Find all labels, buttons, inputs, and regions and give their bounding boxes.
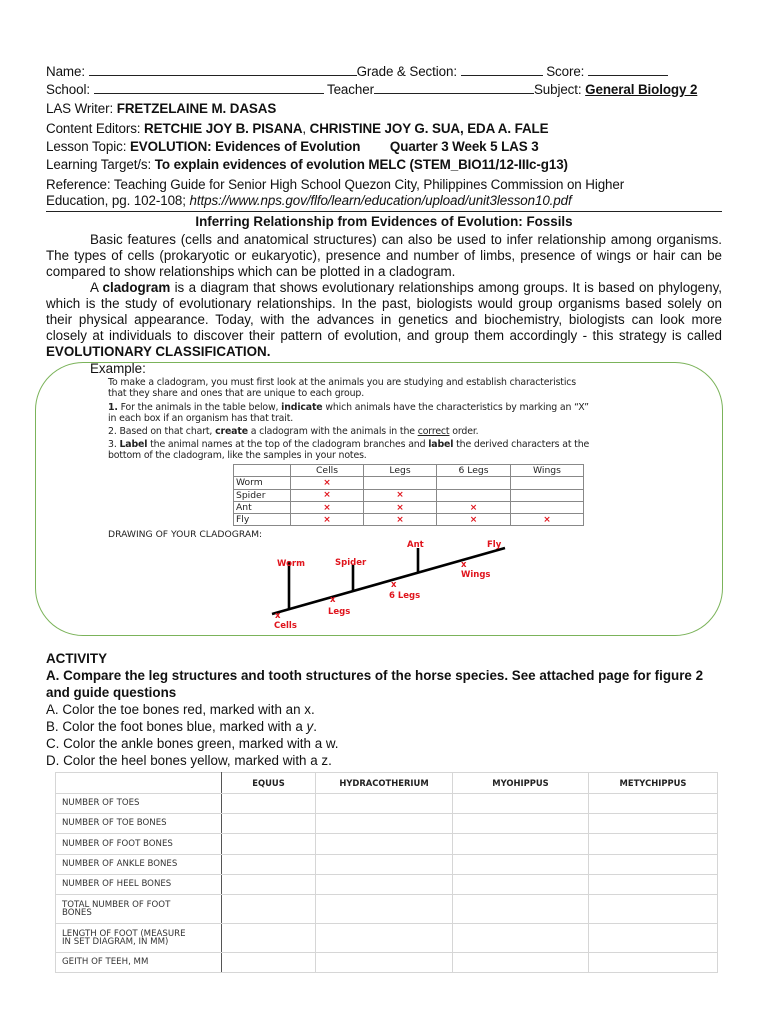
- cladogram-main-line: [272, 548, 505, 614]
- cladogram-diagram: [265, 535, 515, 635]
- step-b-text: B. Color the foot bones blue, marked with a: [46, 719, 307, 734]
- answer-cell[interactable]: [316, 814, 453, 834]
- row-label: NUMBER OF FOOT BONES: [56, 834, 222, 855]
- drawing-label: DRAWING OF YOUR CLADOGRAM:: [108, 529, 263, 540]
- row-label: NUMBER OF TOE BONES: [56, 814, 222, 834]
- animal-name: Ant: [234, 501, 291, 513]
- trait-mark: [437, 489, 511, 501]
- lesson-topic-label: Lesson Topic:: [46, 139, 127, 154]
- trait-header-6-legs: 6 Legs: [437, 465, 511, 477]
- row-label: NUMBER OF ANKLE BONES: [56, 855, 222, 875]
- table-row: [56, 875, 718, 895]
- answer-cell[interactable]: [589, 875, 718, 895]
- activity-heading: ACTIVITY: [46, 651, 108, 666]
- learning-target-line: [46, 157, 568, 173]
- answer-cell[interactable]: [453, 855, 589, 875]
- header-hydracotherium: HYDRACOTHERIUM: [316, 773, 453, 794]
- school-field[interactable]: [94, 82, 324, 94]
- step-1-number: 1.: [108, 402, 118, 413]
- answer-cell[interactable]: [453, 794, 589, 814]
- answer-cell[interactable]: [589, 834, 718, 855]
- reference-text: Education, pg. 102-108;: [46, 193, 190, 208]
- row-label: GEITH OF TEEH, MM: [56, 953, 222, 973]
- example-step-3-line2: bottom of the cladogram, like the samples in your notes.: [108, 450, 367, 461]
- header-equus: EQUUS: [222, 773, 316, 794]
- trait-mark: ×: [437, 514, 511, 526]
- answer-cell[interactable]: [316, 924, 453, 953]
- character-legs: Legs: [328, 607, 351, 617]
- answer-cell[interactable]: [453, 875, 589, 895]
- example-step-1: [108, 402, 589, 414]
- trait-header-legs: Legs: [364, 465, 437, 477]
- animal-name: Spider: [234, 489, 291, 501]
- table-row: [56, 855, 718, 875]
- name-label: Name:: [46, 64, 85, 79]
- las-writer-line: [46, 101, 276, 117]
- table-row: [56, 814, 718, 834]
- row-label: NUMBER OF HEEL BONES: [56, 875, 222, 895]
- table-row: [56, 794, 718, 814]
- trait-mark: ×: [437, 501, 511, 513]
- subject-value: General Biology 2: [585, 82, 698, 97]
- trait-mark: ×: [364, 514, 437, 526]
- header-myohippus: MYOHIPPUS: [453, 773, 589, 794]
- activity-step-c: C. Color the ankle bones green, marked with a w.: [46, 736, 339, 751]
- paragraph-2: [46, 280, 722, 360]
- header-row-1: [46, 64, 668, 80]
- las-writer-value: FRETZELAINE M. DASAS: [116, 101, 277, 116]
- reference-line-1: Reference: Teaching Guide for Senior High School Quezon City, Philippines Commission on Higher: [46, 177, 625, 192]
- answer-cell[interactable]: [453, 953, 589, 973]
- answer-cell[interactable]: [589, 855, 718, 875]
- section-title: Inferring Relationship from Evidences of Evolution: Fossils: [195, 214, 573, 229]
- animal-name: Worm: [234, 477, 291, 489]
- step-1-text-a: For the animals in the table below,: [117, 402, 282, 413]
- taxon-worm: Worm: [277, 559, 305, 569]
- activity-instruction-2: and guide questions: [46, 685, 177, 700]
- step-1-bold: indicate: [281, 402, 323, 413]
- quarter-value: Quarter 3 Week 5 LAS 3: [389, 139, 539, 154]
- horse-comparison-table: [55, 772, 718, 973]
- row-label-line-1: TOTAL NUMBER OF FOOT: [62, 899, 171, 910]
- row-label-line-2: BONES: [62, 908, 92, 918]
- row-label: [56, 895, 222, 924]
- activity-step-d: D. Color the heel bones yellow, marked with a z.: [46, 753, 332, 768]
- table-row: [56, 834, 718, 855]
- trait-mark: ×: [364, 501, 437, 513]
- step-2-underline: correct: [417, 426, 450, 437]
- score-field[interactable]: [588, 64, 668, 76]
- step-2-text-c: order.: [449, 426, 479, 437]
- content-editor-1: RETCHIE JOY B. PISANA: [144, 121, 303, 136]
- table-row: [234, 477, 584, 489]
- table-row: [56, 895, 718, 924]
- answer-cell[interactable]: [222, 924, 316, 953]
- character-6-legs: 6 Legs: [389, 591, 421, 601]
- answer-cell[interactable]: [453, 924, 589, 953]
- answer-cell[interactable]: [222, 953, 316, 973]
- answer-cell[interactable]: [316, 895, 453, 924]
- answer-cell[interactable]: [316, 875, 453, 895]
- content-editors-separator: ,: [302, 121, 310, 136]
- school-label: School:: [46, 82, 90, 97]
- paragraph-1: [46, 232, 722, 280]
- example-intro-1: To make a cladogram, you must first look at the animals you are studying and establish characteristics: [108, 377, 577, 388]
- answer-cell[interactable]: [589, 924, 718, 953]
- paragraph-2-text: [46, 280, 722, 360]
- example-step-3: [108, 439, 589, 451]
- activity-instruction-1: A. Compare the leg structures and tooth structures of the horse species. See attached page for figure 2: [46, 668, 704, 683]
- answer-cell[interactable]: [316, 953, 453, 973]
- trait-mark: ×: [291, 477, 364, 489]
- evolutionary-classification-term: EVOLUTIONARY CLASSIFICATION.: [46, 344, 271, 359]
- trait-mark: ×: [291, 501, 364, 513]
- answer-cell[interactable]: [222, 895, 316, 924]
- answer-cell[interactable]: [316, 834, 453, 855]
- character-mark-icon: x: [391, 580, 397, 590]
- learning-target-label: Learning Target/s:: [46, 157, 152, 172]
- table-row: [234, 514, 584, 526]
- table-row: [234, 489, 584, 501]
- answer-cell[interactable]: [453, 814, 589, 834]
- content-editors-line: [46, 121, 548, 137]
- example-step-1-line2: in each box if an organism has that trait.: [108, 413, 294, 424]
- trait-mark: [511, 489, 584, 501]
- answer-cell[interactable]: [589, 814, 718, 834]
- las-writer-label: LAS Writer:: [46, 101, 114, 116]
- character-cells: Cells: [274, 621, 297, 631]
- score-label: Score:: [546, 64, 585, 79]
- trait-header-blank: [234, 465, 291, 477]
- step-2-bold: create: [215, 426, 248, 437]
- taxon-fly: Fly: [487, 540, 502, 550]
- content-editors-label: Content Editors:: [46, 121, 141, 136]
- trait-mark: ×: [291, 489, 364, 501]
- header-blank: [56, 773, 222, 794]
- trait-mark: ×: [511, 514, 584, 526]
- trait-header-cells: Cells: [291, 465, 364, 477]
- content-editor-2: CHRISTINE JOY G. SUA, EDA A. FALE: [309, 121, 549, 136]
- answer-cell[interactable]: [589, 895, 718, 924]
- row-label: NUMBER OF TOES: [56, 794, 222, 814]
- p2-prefix: A: [90, 280, 103, 295]
- trait-table: [233, 464, 584, 526]
- activity-step-a: A. Color the toe bones red, marked with an x.: [46, 702, 315, 717]
- header-divider: [46, 211, 722, 212]
- step-3-bold-2: label: [428, 439, 454, 450]
- trait-table-header: [234, 465, 584, 477]
- trait-mark: [437, 477, 511, 489]
- subject-label: Subject:: [533, 82, 582, 97]
- cladogram-term: cladogram: [102, 280, 171, 295]
- animal-name: Fly: [234, 514, 291, 526]
- answer-cell[interactable]: [316, 855, 453, 875]
- step-1-text-b: which animals have the characteristics by marking an “X”: [322, 402, 589, 413]
- step-b-period: .: [313, 719, 317, 734]
- character-mark-icon: x: [330, 595, 336, 605]
- header-row-2: [46, 82, 697, 98]
- answer-cell[interactable]: [222, 794, 316, 814]
- answer-cell[interactable]: [222, 814, 316, 834]
- answer-cell[interactable]: [453, 895, 589, 924]
- row-label-line-2: IN SET DIAGRAM, IN MM): [62, 937, 169, 947]
- grade-section-field[interactable]: [461, 64, 543, 76]
- lesson-topic-value: EVOLUTION: Evidences of Evolution: [129, 139, 361, 154]
- lesson-topic-line: [46, 139, 539, 155]
- step-2-text-a: 2. Based on that chart,: [108, 426, 216, 437]
- taxon-ant: Ant: [407, 540, 424, 550]
- step-2-text-b: a cladogram with the animals in the: [247, 426, 418, 437]
- row-label-line-1: LENGTH OF FOOT (MEASURE: [62, 928, 186, 939]
- step-3-text-a: the animal names at the top of the cladogram branches and: [147, 439, 429, 450]
- teacher-field[interactable]: [374, 82, 534, 94]
- answer-cell[interactable]: [589, 794, 718, 814]
- header-metychippus: METYCHIPPUS: [589, 773, 718, 794]
- step-3-text-b: the derived characters at the: [453, 439, 590, 450]
- horse-table-header: [56, 773, 718, 794]
- example-step-2: [108, 426, 479, 438]
- table-row: [56, 924, 718, 953]
- character-mark-icon: x: [461, 560, 467, 570]
- example-intro-2: that they share and ones that are unique to each group.: [108, 388, 365, 399]
- trait-mark: ×: [291, 514, 364, 526]
- name-field[interactable]: [89, 64, 357, 76]
- row-label: [56, 924, 222, 953]
- trait-mark: ×: [364, 489, 437, 501]
- grade-section-label: Grade & Section:: [356, 64, 457, 79]
- table-row: [56, 953, 718, 973]
- character-wings: Wings: [461, 570, 491, 580]
- answer-cell[interactable]: [222, 855, 316, 875]
- reference-url[interactable]: https://www.nps.gov/flfo/learn/education/upload/unit3lesson10.pdf: [189, 193, 572, 208]
- trait-mark: [364, 477, 437, 489]
- p2-body: is a diagram that shows evolutionary relationships among groups. It is based on phylogeny, which is the study of evolutionary relationships. In the past, biologists would group organisms based solely on their physical appearance. Today, with the advances in genetics and biochemistry, biologists can look more closely at individuals to discover their pattern of evolution, and group them accordingly - this strategy is called: [46, 280, 722, 343]
- character-mark-icon: x: [275, 611, 281, 621]
- teacher-label: Teacher: [326, 82, 374, 97]
- example-label: Example:: [90, 361, 146, 376]
- answer-cell[interactable]: [316, 794, 453, 814]
- answer-cell[interactable]: [222, 875, 316, 895]
- learning-target-value: To explain evidences of evolution MELC (STEM_BIO11/12-IIIc-g13): [154, 157, 568, 172]
- answer-cell[interactable]: [453, 834, 589, 855]
- trait-mark: [511, 501, 584, 513]
- step-3-number: 3.: [108, 439, 120, 450]
- step-3-bold-1: Label: [119, 439, 148, 450]
- taxon-spider: Spider: [335, 558, 367, 568]
- trait-mark: [511, 477, 584, 489]
- answer-cell[interactable]: [222, 834, 316, 855]
- reference-line-2: [46, 193, 572, 209]
- table-row: [234, 501, 584, 513]
- step-b-letter: y: [306, 719, 314, 734]
- activity-step-b: [46, 718, 317, 735]
- trait-header-wings: Wings: [511, 465, 584, 477]
- answer-cell[interactable]: [589, 953, 718, 973]
- paragraph-1-text: Basic features (cells and anatomical structures) can also be used to infer relationship among organisms. The types of cells (prokaryotic or eukaryotic), presence and number of limbs, presence of wings or hair can be compared to show relationships which can be plotted in a cladogram.: [46, 232, 722, 279]
